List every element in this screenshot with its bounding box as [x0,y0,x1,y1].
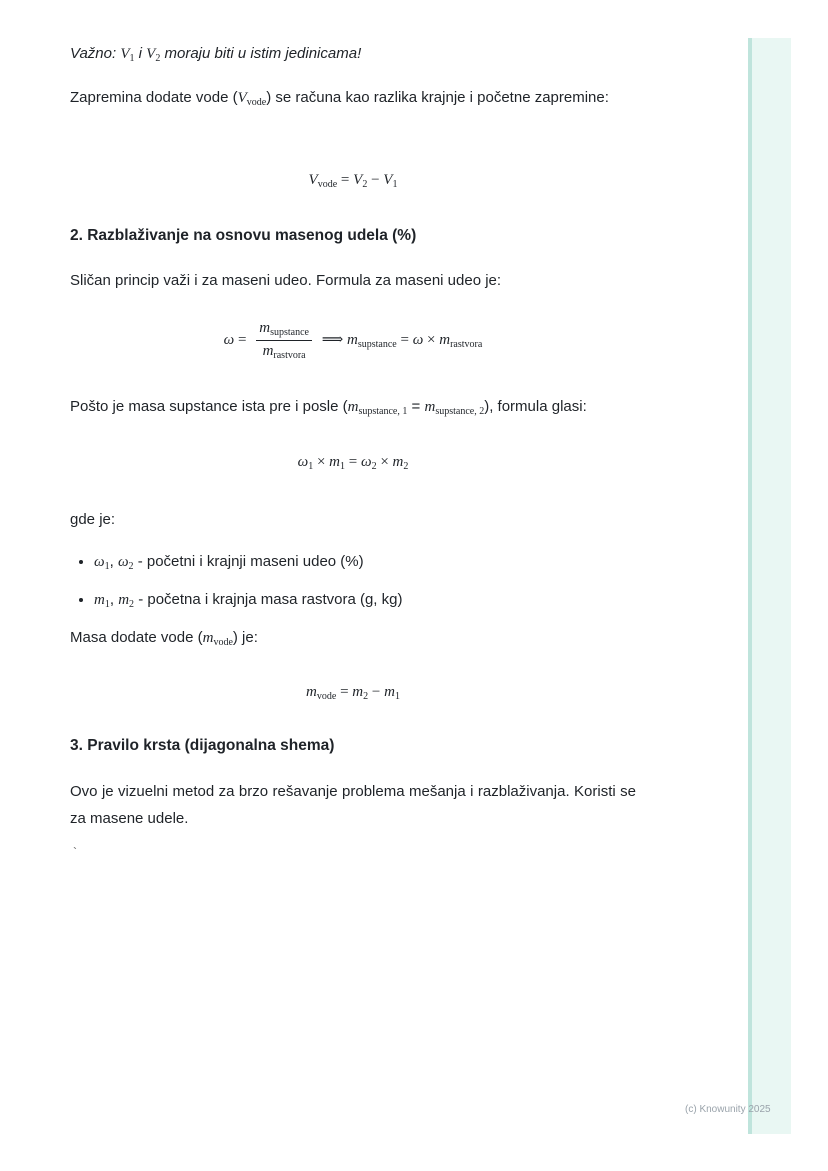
volume-paragraph: Zapremina dodate vode $(V_{vode})$ se računa kao razlika krajnje i početne zapremine: [70,89,609,108]
equation-water-mass: $m_{vode} = m_2 - m_1$ [306,684,400,702]
where-label: gde je: [70,511,116,528]
fraction: $\frac{m_{supstance}}{m_{rastvora}}$ [256,320,312,361]
side-margin-panel [748,38,791,1134]
equation-mass-balance: $\omega_1 \times m_1 = \omega_2 \times m_2$ [297,454,409,472]
section-heading-3: 3. Pravilo krsta (dijagonalna shema) [70,737,335,754]
water-mass-paragraph: Masa dodate vode $(m_{vode})$ je: [70,629,258,648]
copyright-footer: (c) Knowunity 2025 [685,1104,771,1115]
similar-principle-paragraph: Sličan princip važi i za maseni udeo. Formula za maseni udeo je: [70,272,502,289]
units-note: Važno: $V_1$ i $V_2$ moraju biti u istim jedinicama! [70,45,362,64]
equation-water-volume: $V_{vode} = V_2 - V_1$ [308,172,398,190]
equation-mass-fraction: ω = $\frac{m_{supstance}}{m_{rastvora}}$ ⟹ $m_{supstance} = \omega \times m_{rastvora}$ [223,320,483,361]
section-heading-2: 2. Razblaživanje na osnovu masenog udela (%) [70,227,417,244]
stray-mark: ` [73,845,77,859]
definitions-list [70,545,402,621]
cross-rule-paragraph: Ovo je vizuelni metod za brzo rešavanje problema mešanja i razblaživanja. Koristi se za masene udele. [70,783,636,827]
list-item: • $m_1$, $m_2$ - početna i krajnja masa rastvora (g, kg) [94,583,402,621]
list-item: • $\omega_1$, $\omega_2$ - početni i krajnji maseni udeo (%) [94,545,402,583]
same-mass-paragraph: Pošto je masa supstance ista pre i posle $(m_{supstance, 1} = m_{supstance, 2})$, formula glasi: [70,398,587,417]
